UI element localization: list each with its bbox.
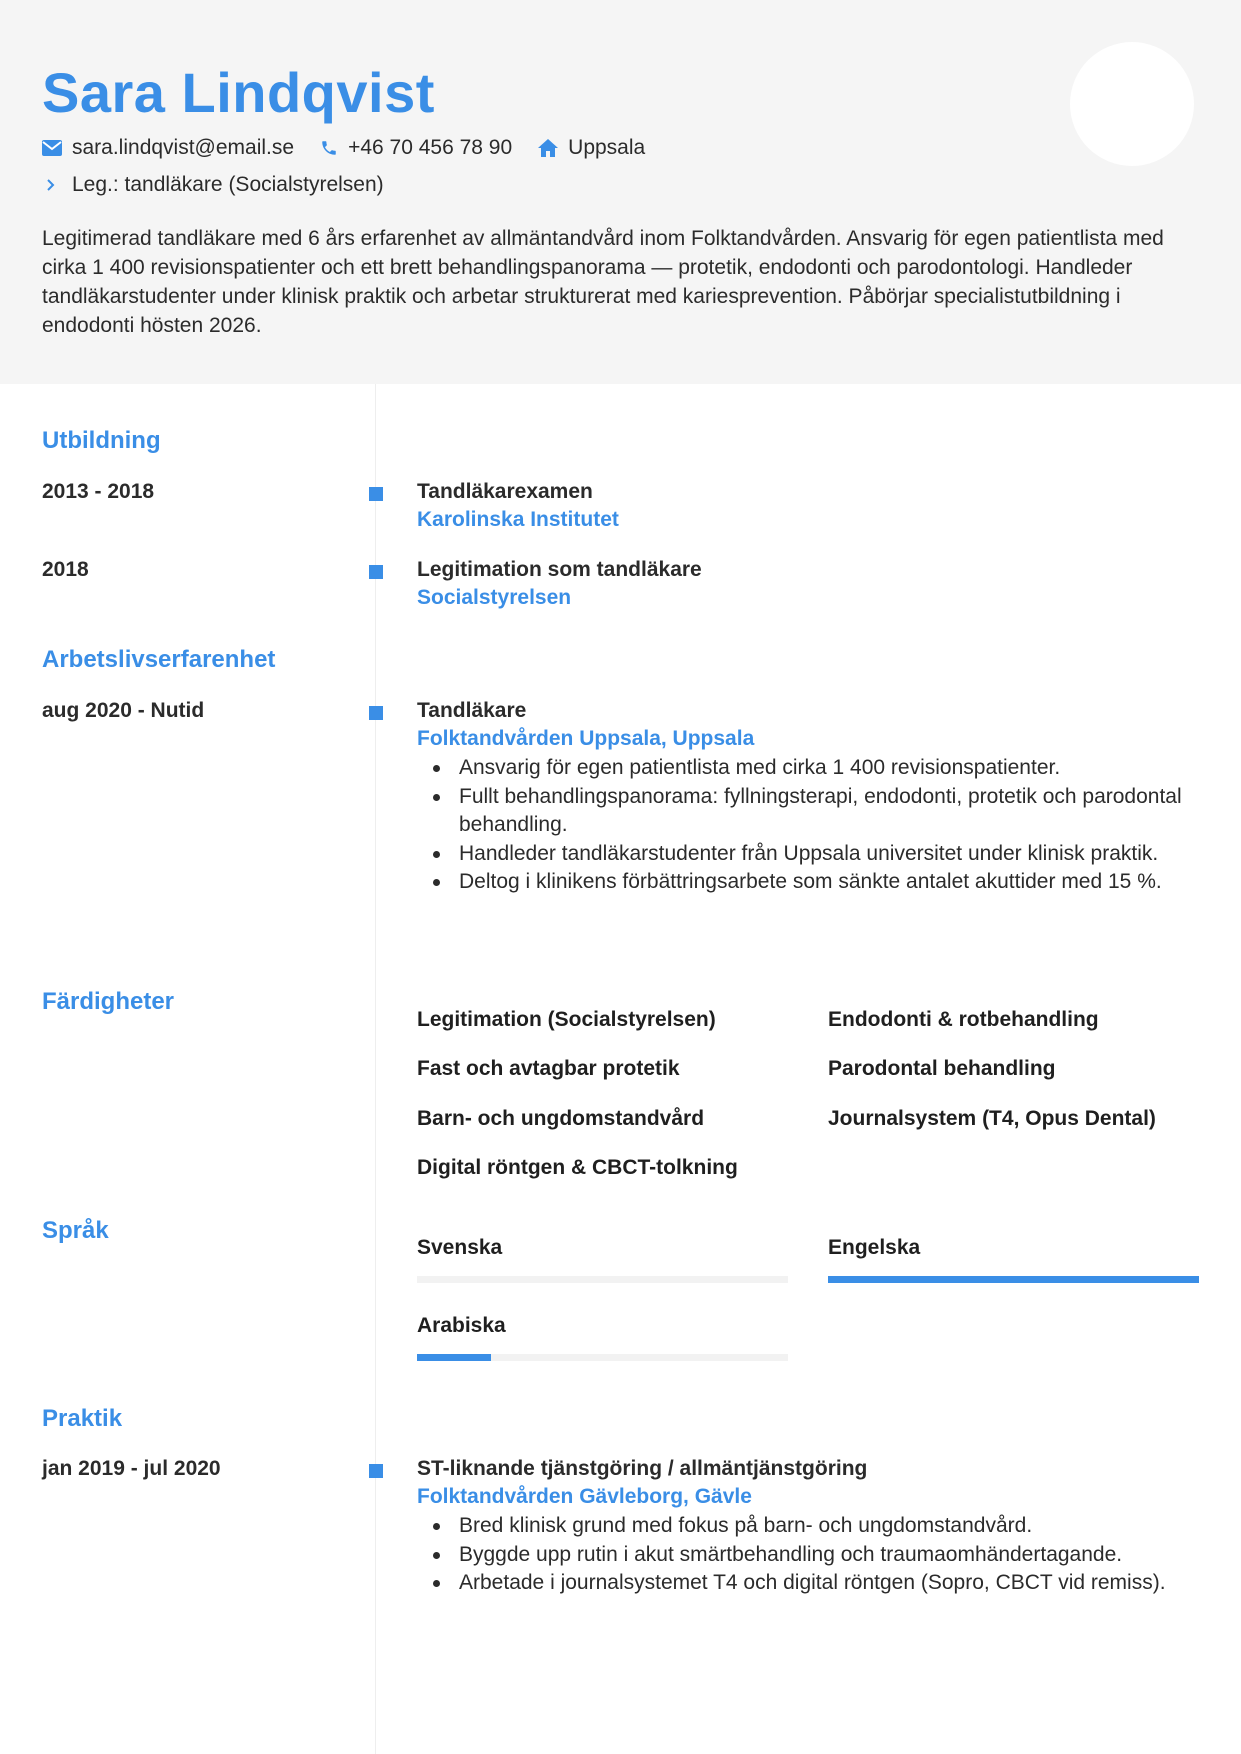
email-text: sara.lindqvist@email.se (72, 136, 295, 159)
list-item: Byggde upp rutin i akut smärtbehandling och traumaomhändertagande. (417, 1541, 1187, 1570)
skill-item: Fast och avtagbar protetik (417, 1057, 680, 1080)
education-org-2: Socialstyrelsen (417, 586, 572, 609)
education-org-1: Karolinska Institutet (417, 508, 619, 531)
internship-date-1: jan 2019 - jul 2020 (42, 1457, 221, 1480)
skill-item: Legitimation (Socialstyrelsen) (417, 1008, 716, 1031)
candidate-name: Sara Lindqvist (42, 61, 435, 124)
education-date-2: 2018 (42, 558, 89, 581)
city-contact (538, 136, 645, 160)
phone-text: +46 70 456 78 90 (348, 136, 513, 159)
section-title-languages: Språk (42, 1217, 109, 1244)
language-name-2: Engelska (828, 1236, 921, 1259)
list-item: Arbetade i journalsystemet T4 och digital röntgen (Sopro, CBCT vid remiss). (417, 1569, 1187, 1598)
skill-item: Journalsystem (T4, Opus Dental) (828, 1107, 1156, 1130)
experience-title-1: Tandläkare (417, 699, 527, 722)
experience-date-1: aug 2020 - Nutid (42, 699, 205, 722)
list-item: Deltog i klinikens förbättringsarbete som sänkte antalet akuttider med 15 %. (417, 868, 1187, 897)
internship-org-1: Folktandvården Gävleborg, Gävle (417, 1485, 752, 1508)
language-name-1: Svenska (417, 1236, 503, 1259)
list-item: Fullt behandlingspanorama: fyllningsterapi, endodonti, protetik och parodontal behandling. (417, 783, 1187, 840)
timeline-marker (369, 487, 383, 501)
column-divider (375, 384, 376, 1754)
chevron-right-icon (46, 178, 56, 192)
list-item: Ansvarig för egen patientlista med cirka 1 400 revisionspatienter. (417, 754, 1187, 783)
section-title-internship: Praktik (42, 1405, 123, 1432)
timeline-marker (369, 706, 383, 720)
license-text: Leg.: tandläkare (Socialstyrelsen) (72, 173, 384, 196)
home-icon (538, 139, 558, 157)
phone-contact[interactable] (320, 136, 512, 160)
list-item: Handleder tandläkarstudenter från Uppsala universitet under klinisk praktik. (417, 840, 1187, 869)
language-name-3: Arabiska (417, 1314, 506, 1337)
section-title-education: Utbildning (42, 427, 161, 454)
license-info (42, 171, 384, 199)
internship-bullets-1 (417, 1512, 1187, 1598)
language-level-fill (828, 1276, 1199, 1283)
experience-org-1: Folktandvården Uppsala, Uppsala (417, 727, 755, 750)
timeline-marker (369, 565, 383, 579)
internship-title-1: ST-liknande tjänstgöring / allmäntjänstgöring (417, 1457, 868, 1480)
skill-item: Parodontal behandling (828, 1057, 1056, 1080)
mail-icon (42, 140, 62, 156)
language-level-bar-2 (828, 1276, 1199, 1283)
timeline-marker (369, 1464, 383, 1478)
profile-photo-placeholder (1070, 42, 1194, 166)
education-date-1: 2013 - 2018 (42, 480, 155, 503)
language-level-bar-1 (417, 1276, 788, 1283)
phone-icon (320, 139, 338, 157)
section-title-skills: Färdigheter (42, 988, 175, 1015)
section-title-experience: Arbetslivserfarenhet (42, 646, 276, 673)
skill-item: Barn- och ungdomstandvård (417, 1107, 705, 1130)
profile-summary: Legitimerad tandläkare med 6 års erfarenhet av allmäntandvård inom Folktandvården. Ansvarig för egen patientlista med cirka 1 400 revisionspatienter och ett brett behandlingspanorama — protetik, endodonti och parodontologi. Handleder tandläkarstudenter under klinisk praktik och arbetar strukturerat med kariesprevention. Påbörjar specialistutbildning i endodonti hösten 2026. (42, 227, 1164, 337)
skill-item: Digital röntgen & CBCT-tolkning (417, 1156, 738, 1179)
city-text: Uppsala (568, 136, 646, 159)
contact-info (42, 134, 671, 162)
skill-item: Endodonti & rotbehandling (828, 1008, 1099, 1031)
education-title-2: Legitimation som tandläkare (417, 558, 702, 581)
list-item: Bred klinisk grund med fokus på barn- och ungdomstandvård. (417, 1512, 1187, 1541)
language-level-bar-3 (417, 1354, 788, 1361)
email-contact[interactable] (42, 136, 294, 160)
experience-bullets-1 (417, 754, 1187, 897)
education-title-1: Tandläkarexamen (417, 480, 593, 503)
language-level-fill (417, 1354, 491, 1361)
cv-header (0, 0, 1241, 384)
